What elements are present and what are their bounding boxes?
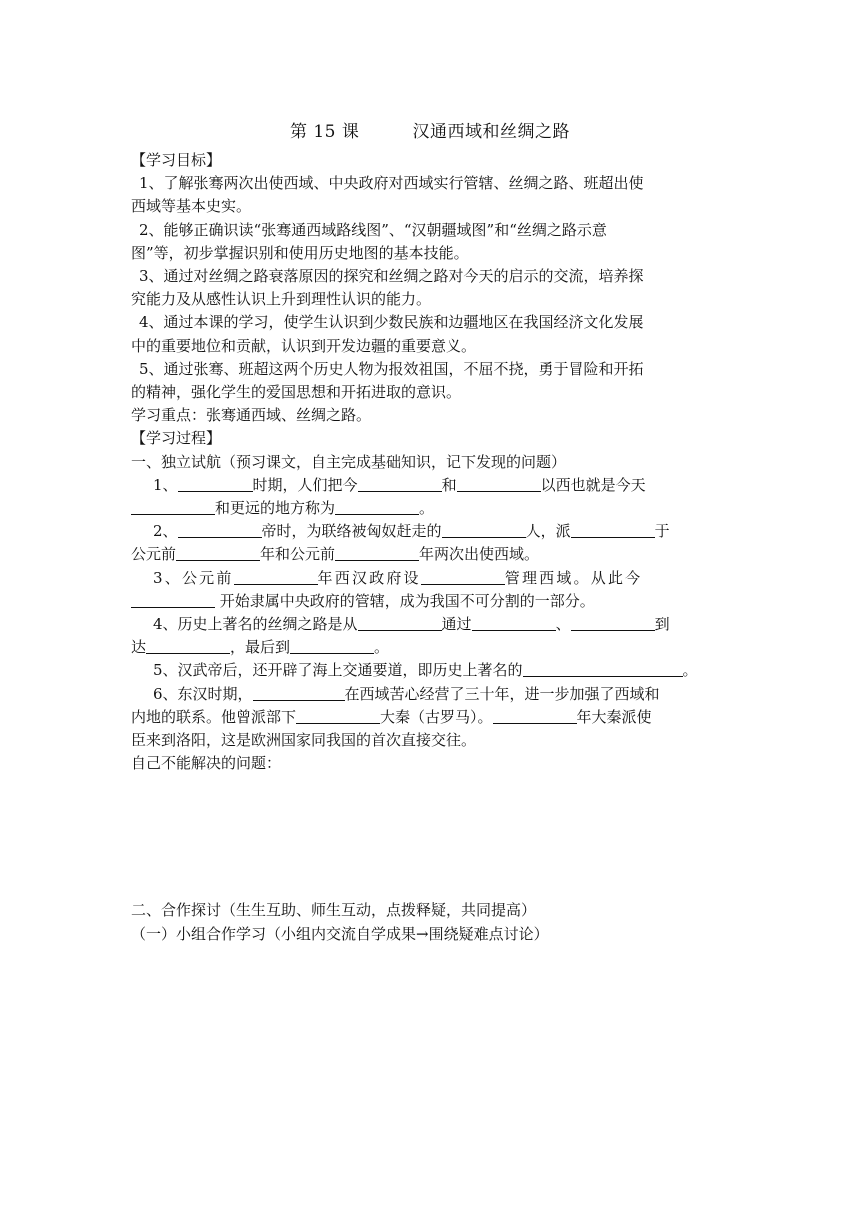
goal-5-line-2: 的精神，强化学生的爱国思想和开拓进取的意识。	[131, 383, 462, 402]
page-title	[0, 117, 860, 142]
goal-4-line-2: 中的重要地位和贡献，认识到开发边疆的重要意义。	[131, 336, 477, 355]
question-5: 5、汉武帝后，还开辟了海上交通要道，即历史上著名的 。	[153, 661, 698, 680]
unsolved-questions-label: 自己不能解决的问题：	[131, 754, 282, 773]
section-1-title: 一、独立试航（预习课文，自主完成基础知识，记下发现的问题）	[131, 452, 567, 471]
blank[interactable]	[131, 592, 215, 608]
question-1-line-2: 和更远的地方称为 。	[131, 497, 731, 520]
answer-space[interactable]	[131, 775, 731, 899]
question-6-line-3: 臣来到洛阳，这是欧洲国家同我国的首次直接交往。	[131, 731, 477, 750]
blank[interactable]	[571, 615, 655, 631]
question-6-line-2: 内地的联系。他曾派部下 大秦（古罗马）。 年大秦派使	[131, 707, 652, 726]
lesson-title: 汉通西域和丝绸之路	[412, 122, 571, 142]
blank[interactable]	[335, 499, 419, 515]
question-1-line-1: 1、 时期，人们把今 和 以西也就是今天	[153, 475, 646, 494]
blank[interactable]	[523, 661, 683, 677]
blank[interactable]	[571, 522, 655, 538]
blank[interactable]	[358, 476, 442, 492]
section-2-title: 二、合作探讨（生生互助、师生互动，点拨释疑，共同提高）	[131, 901, 537, 920]
section-2-subtitle: （一）小组合作学习（小组内交流自学成果→围绕疑难点讨论）	[131, 924, 549, 943]
blank[interactable]	[234, 569, 318, 585]
goal-1-line-2: 西域等基本史实。	[131, 197, 252, 216]
blank[interactable]	[178, 522, 262, 538]
process-heading: 【学习过程】	[131, 429, 222, 448]
question-4-line-2: 达 ，最后到 。	[131, 638, 390, 657]
blank[interactable]	[176, 545, 260, 561]
blank[interactable]	[358, 615, 442, 631]
question-3-line-1: 3、公元前 年西汉政府设 管理西域。从此今	[153, 568, 643, 587]
goal-3-line-2: 究能力及从感性认识上升到理性认识的能力。	[131, 290, 432, 309]
goal-2-line-2: 图”等，初步掌握识别和使用历史地图的基本技能。	[131, 243, 469, 262]
goals-heading: 【学习目标】	[131, 151, 222, 169]
question-6-line-1: 6、东汉时期， 在西域苦心经营了三十年，进一步加强了西域和	[153, 684, 660, 703]
blank[interactable]	[335, 545, 419, 561]
worksheet-content	[131, 149, 731, 946]
lesson-number: 第 15 课	[289, 122, 360, 142]
blank[interactable]	[131, 499, 215, 515]
blank[interactable]	[493, 708, 577, 724]
blank[interactable]	[457, 476, 541, 492]
blank[interactable]	[472, 615, 556, 631]
goal-1-line-1: 1、了解张骞两次出使西域、中央政府对西域实行管辖、丝绸之路、班超出使	[139, 174, 644, 193]
goal-2-line-1: 2、能够正确识读“张骞通西域路线图”、“汉朝疆域图”和“丝绸之路示意	[139, 220, 607, 239]
blank[interactable]	[290, 638, 374, 654]
blank[interactable]	[253, 685, 345, 701]
goal-4-line-1: 4、通过本课的学习，使学生认识到少数民族和边疆地区在我国经济文化发展	[139, 313, 644, 332]
question-4-line-1: 4、历史上著名的丝绸之路是从 通过 、 到	[153, 615, 670, 634]
goal-5-line-1: 5、通过张骞、班超这两个历史人物为报效祖国，不屈不挠，勇于冒险和开拓	[139, 359, 644, 378]
question-2-line-1: 2、 帝时，为联络被匈奴赶走的 人，派 于	[153, 522, 670, 541]
blank[interactable]	[442, 522, 526, 538]
question-3-line-2: 开始隶属中央政府的管辖，成为我国不可分割的一部分。	[131, 590, 731, 613]
blank[interactable]	[296, 708, 380, 724]
blank[interactable]	[421, 569, 505, 585]
goal-3-line-1: 3、通过对丝绸之路衰落原因的探究和丝绸之路对今天的启示的交流，培养探	[139, 267, 644, 286]
blank[interactable]	[178, 476, 253, 492]
blank[interactable]	[146, 638, 230, 654]
key-point: 学习重点：张骞通西域、丝绸之路。	[131, 406, 372, 425]
question-2-line-2: 公元前 年和公元前 年两次出使西域。	[131, 545, 540, 564]
